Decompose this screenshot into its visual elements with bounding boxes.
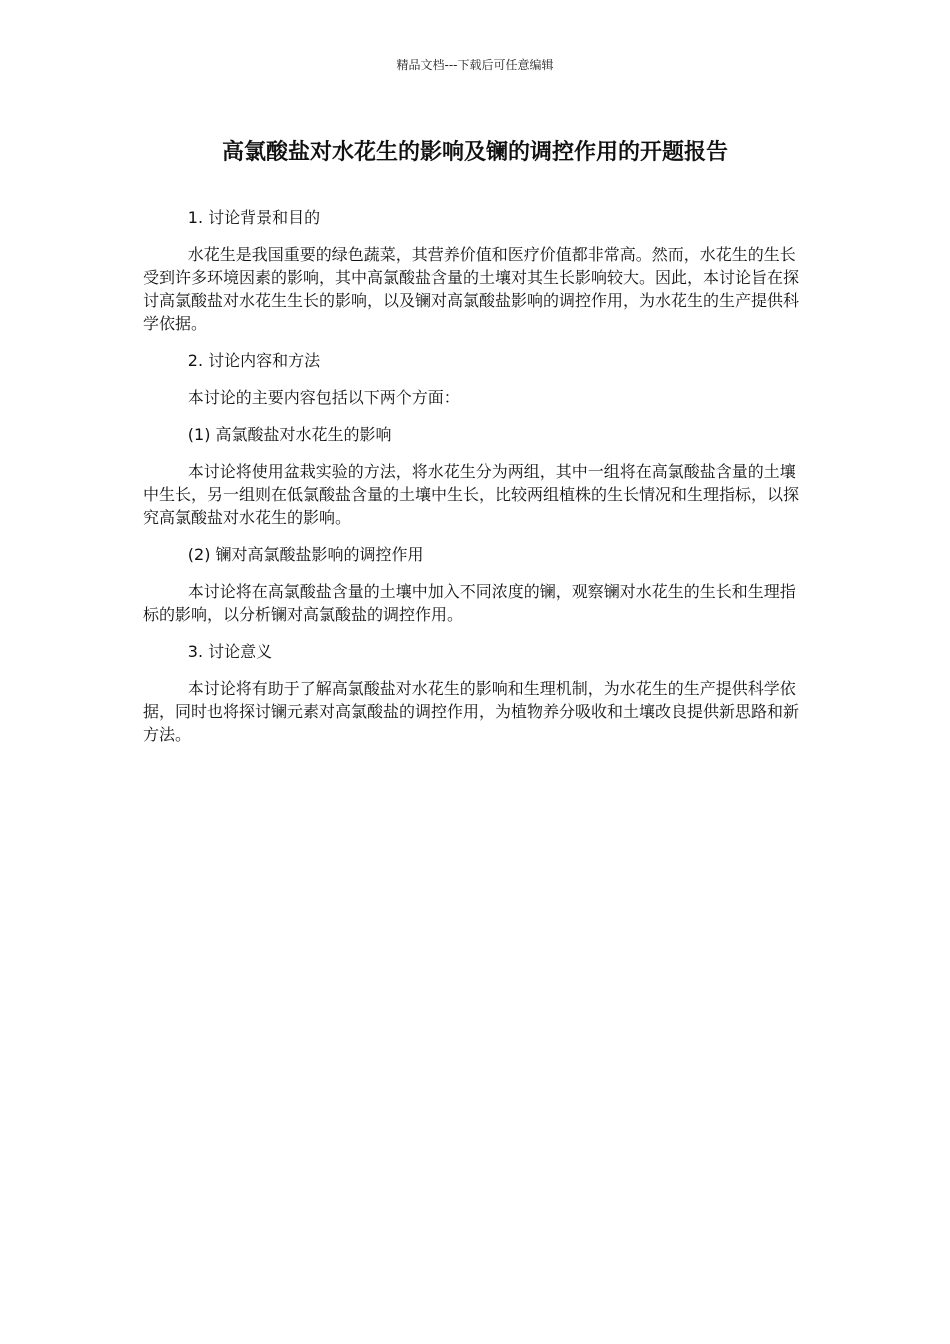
section-2-sub2-heading: (2) 镧对高氯酸盐影响的调控作用 — [187, 545, 424, 564]
section-1-heading: 1. 讨论背景和目的 — [187, 208, 321, 227]
section-2-intro: 本讨论的主要内容包括以下两个方面： — [187, 388, 460, 407]
section-2-sub1-paragraph: 本讨论将使用盆栽实验的方法，将水花生分为两组，其中一组将在高氯酸盐含量的土壤中生长，另一组则在低氯酸盐含量的土壤中生长，比较两组植株的生长情况和生理指标，以探究高氯酸盐对水花生的影响。 — [143, 462, 800, 527]
section-2-heading: 2. 讨论内容和方法 — [187, 351, 321, 370]
section-2-sub1-heading: (1) 高氯酸盐对水花生的影响 — [187, 425, 392, 444]
page-header: 精品文档---下载后可任意编辑 — [396, 58, 554, 72]
document-body — [143, 206, 805, 760]
document-title: 高氯酸盐对水花生的影响及镧的调控作用的开题报告 — [221, 140, 728, 165]
section-1-paragraph: 水花生是我国重要的绿色蔬菜，其营养价值和医疗价值都非常高。然而，水花生的生长受到许多环境因素的影响，其中高氯酸盐含量的土壤对其生长影响较大。因此，本讨论旨在探讨高氯酸盐对水花生生长的影响，以及镧对高氯酸盐影响的调控作用，为水花生的生产提供科学依据。 — [143, 245, 800, 333]
section-2-sub2-paragraph: 本讨论将在高氯酸盐含量的土壤中加入不同浓度的镧，观察镧对水花生的生长和生理指标的影响，以分析镧对高氯酸盐的调控作用。 — [143, 582, 796, 624]
section-3-paragraph: 本讨论将有助于了解高氯酸盐对水花生的影响和生理机制，为水花生的生产提供科学依据，同时也将探讨镧元素对高氯酸盐的调控作用，为植物养分吸收和土壤改良提供新思路和新方法。 — [143, 679, 800, 744]
section-3-heading: 3. 讨论意义 — [187, 642, 273, 661]
